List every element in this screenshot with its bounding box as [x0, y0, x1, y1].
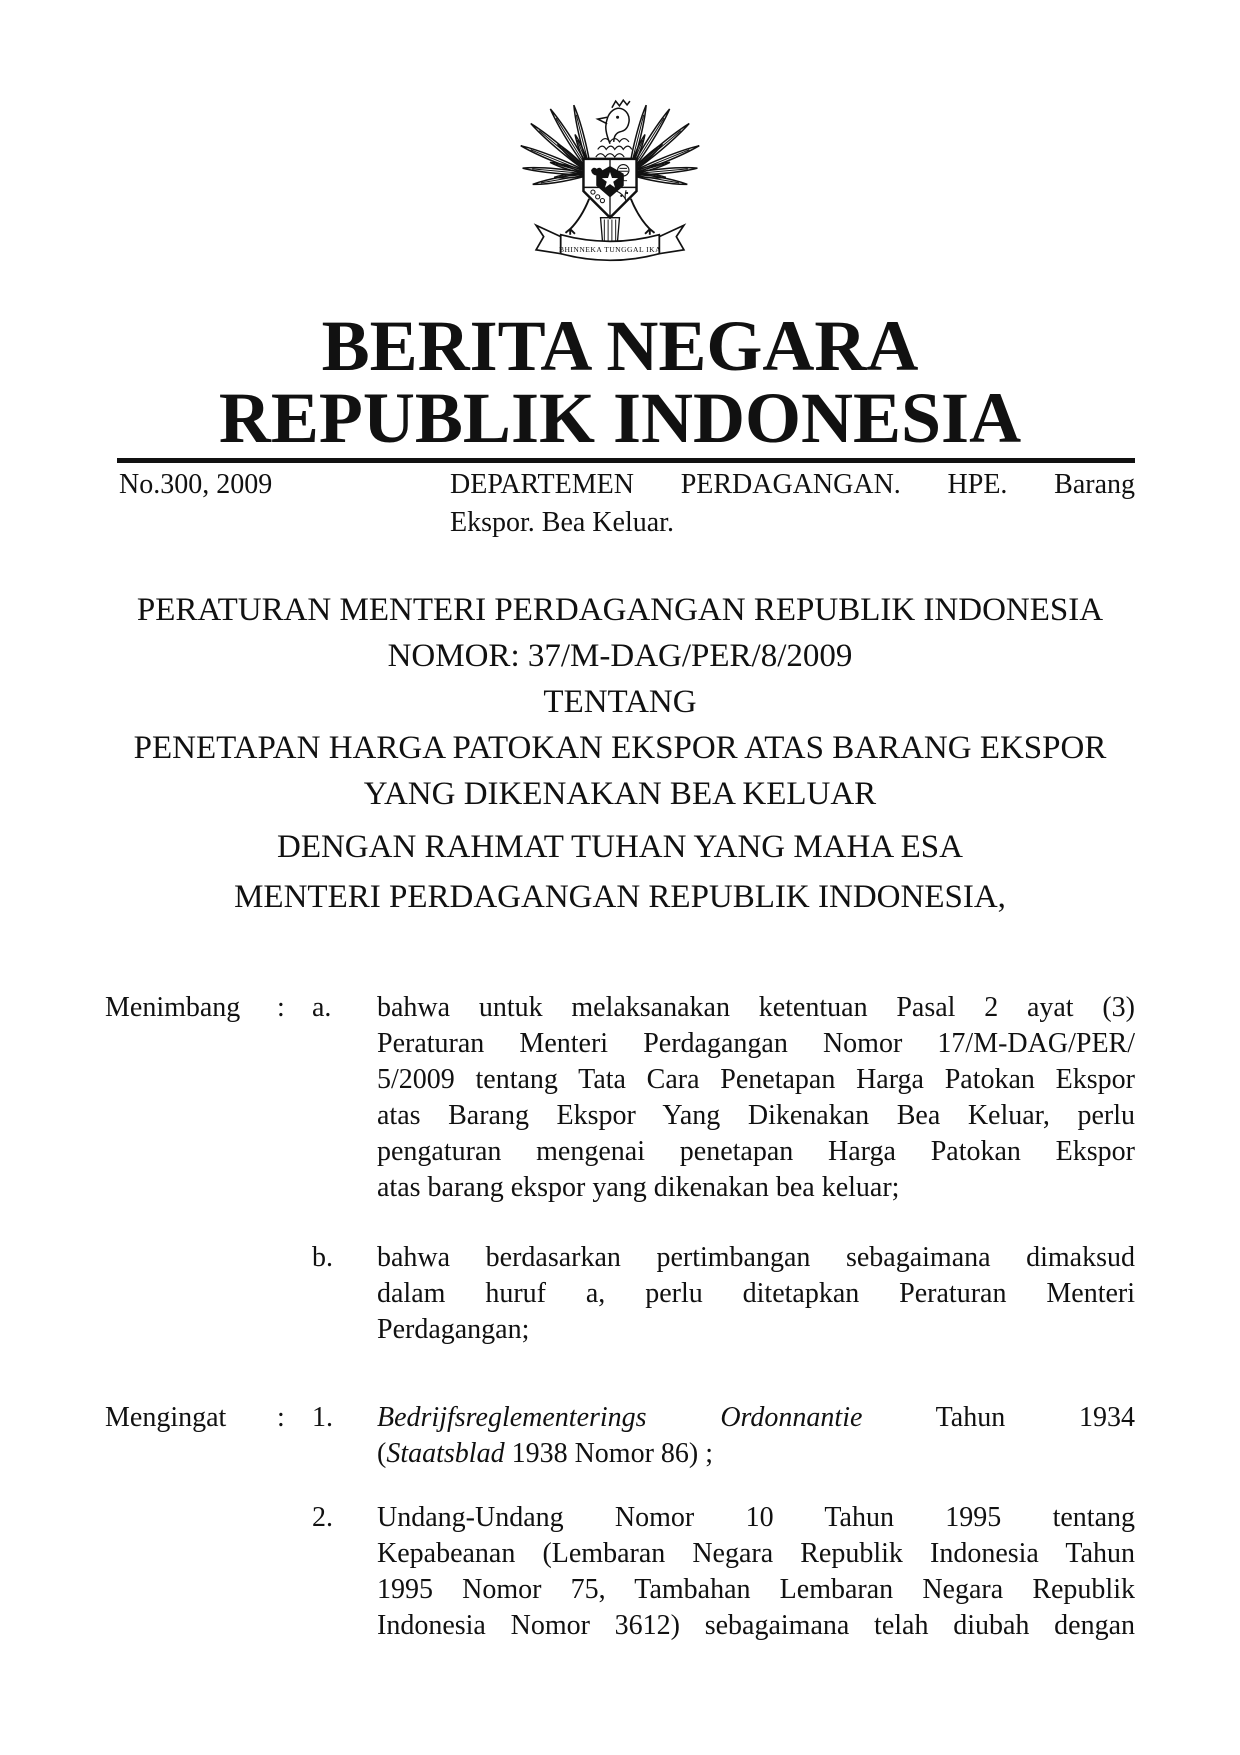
item-marker: 1.: [312, 1402, 333, 1433]
body-line: Peraturan Menteri Perdagangan Nomor 17/M-DAG/PER/: [377, 1028, 1135, 1059]
item-body: [377, 1500, 1135, 1644]
clause-colon-empty: [277, 1240, 312, 1348]
garuda-emblem-icon: [515, 85, 705, 284]
clause-colon-empty: [277, 1500, 312, 1644]
italic-law-title: Bedrijfsreglementerings Ordonnantie: [377, 1402, 863, 1433]
body-line: 1995 Nomor 75, Tambahan Lembaran Negara Republik: [377, 1574, 1135, 1605]
eagle-head: [598, 100, 630, 144]
body-line: atas barang ekspor yang dikenakan bea keluar;: [377, 1172, 900, 1203]
body-line: [377, 1436, 1135, 1472]
body-line: Kepabeanan (Lembaran Negara Republik Indonesia Tahun: [377, 1538, 1135, 1569]
body-line: dalam huruf a, perlu ditetapkan Peraturan Menteri: [377, 1278, 1135, 1309]
clause-label: Mengingat: [105, 1402, 227, 1433]
invocation-block: [0, 822, 1240, 922]
law-year: Tahun 1934: [935, 1402, 1135, 1433]
masthead-line-1: BERITA NEGARA: [321, 306, 919, 386]
staatsblad-ref: 1938 Nomor 86) ;: [504, 1438, 713, 1469]
item-marker: 2.: [312, 1502, 333, 1533]
clause-label: Menimbang: [105, 992, 241, 1023]
authority-line: MENTERI PERDAGANGAN REPUBLIK INDONESIA,: [234, 879, 1006, 915]
clause-label-empty: [105, 1240, 277, 1348]
item-body: [377, 1240, 1135, 1348]
masthead: [0, 306, 1240, 458]
subject-title-line-1: PENETAPAN HARGA PATOKAN EKSPOR ATAS BARANG EKSPOR: [133, 730, 1107, 766]
mengingat-section: [105, 1400, 1135, 1644]
body-line: pengaturan mengenai penetapan Harga Patokan Ekspor: [377, 1136, 1135, 1167]
body-line: atas Barang Ekspor Yang Dikenakan Bea Keluar, perlu: [377, 1100, 1135, 1131]
item-body: [377, 990, 1135, 1206]
body-line: bahwa berdasarkan pertimbangan sebagaimana dimaksud: [377, 1242, 1135, 1273]
body-line: Perdagangan;: [377, 1314, 530, 1345]
regulation-title-block: [0, 587, 1240, 817]
masthead-line-2: REPUBLIK INDONESIA: [218, 378, 1022, 458]
regulation-number-line: NOMOR: 37/M-DAG/PER/8/2009: [387, 638, 853, 674]
gazette-subject: [450, 466, 1135, 542]
garuda-pancasila-emblem: [515, 85, 705, 284]
gazette-number: No.300, 2009: [119, 469, 273, 500]
italic-staatsblad: Staatsblad: [386, 1438, 505, 1469]
menimbang-section: [105, 990, 1135, 1348]
clauses: [105, 990, 1135, 1644]
motto-ribbon: [536, 225, 684, 260]
body-line: 5/2009 tentang Tata Cara Penetapan Harga Patokan Ekspor: [377, 1064, 1135, 1095]
item-marker: a.: [312, 992, 332, 1023]
clause-colon: :: [277, 1402, 285, 1433]
regulation-title-line: PERATURAN MENTERI PERDAGANGAN REPUBLIK INDONESIA: [136, 592, 1104, 628]
clause-label-empty: [105, 1500, 277, 1644]
item-marker: b.: [312, 1242, 333, 1273]
tentang-line: TENTANG: [543, 684, 697, 720]
body-line: Undang-Undang Nomor 10 Tahun 1995 tentang: [377, 1502, 1135, 1533]
item-body: [377, 1400, 1135, 1472]
gazette-meta-row: [105, 466, 1135, 542]
invocation-line: DENGAN RAHMAT TUHAN YANG MAHA ESA: [276, 829, 963, 865]
paren-open: (: [377, 1438, 387, 1469]
clause-colon: :: [277, 992, 285, 1023]
body-line: Indonesia Nomor 3612) sebagaimana telah diubah dengan: [377, 1610, 1135, 1641]
masthead-rule: [117, 458, 1135, 463]
motto-text: BHINNEKA TUNGGAL IKA: [558, 244, 662, 254]
subject-title-line-2: YANG DIKENAKAN BEA KELUAR: [363, 776, 877, 812]
subject-line-1: DEPARTEMEN PERDAGANGAN. HPE. Barang: [450, 469, 1135, 500]
pancasila-shield: [583, 159, 636, 218]
body-line: [377, 1400, 1135, 1436]
body-line: bahwa untuk melaksanakan ketentuan Pasal 2 ayat (3): [377, 992, 1135, 1023]
subject-line-2: Ekspor. Bea Keluar.: [450, 507, 674, 538]
